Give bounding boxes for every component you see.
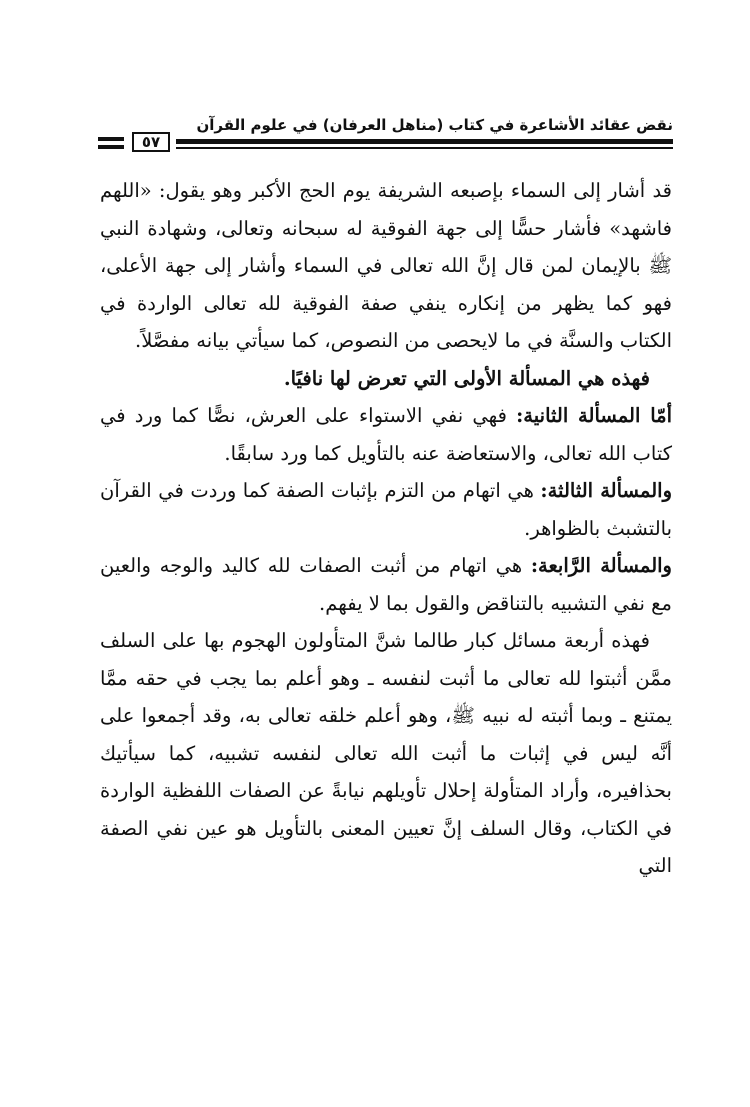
page-number-ornament-top bbox=[98, 137, 124, 141]
paragraph-3 bbox=[100, 397, 672, 472]
header-rule-thin bbox=[176, 147, 673, 149]
issue-4-label: والمسألة الرَّابعة: bbox=[530, 554, 672, 577]
paragraph-1: قد أشار إلى السماء بإصبعه الشريفة يوم الحج الأكبر وهو يقول: «اللهم فاشهد» فأشار حسًّا إلى جهة الفوقية له سبحانه وتعالى، وشهادة النبي ﷺ بالإيمان لمن قال إنَّ الله تعالى في السماء وأشار إلى جهة الأعلى، فهو كما يظهر من إنكاره ينفي صفة الفوقية لله تعالى الواردة في الكتاب والسنَّة في ما لايحصى من النصوص، كما سيأتي بيانه مفصَّلاً. bbox=[100, 179, 672, 352]
running-title: نقض عقائد الأشاعرة في كتاب (مناهل العرفان) في علوم القرآن bbox=[196, 116, 673, 134]
paragraph-6: فهذه أربعة مسائل كبار طالما شنَّ المتأولون الهجوم بها على السلف ممَّن أثبتوا لله تعالى ما أثبت لنفسه ـ وهو أعلم بما يجب في حقه ممَّا يمتنع ـ وبما أثبته له نبيه ﷺ، وهو أعلم خلقه تعالى به، وقد أجمعوا على أنَّه ليس في إثبات ما أثبت الله تعالى لنفسه تشبيه، كما سيأتيك بحذافيره، وأراد المتأولة إحلال تأويلهم نيابةً عن الصفات اللفظية الواردة في الكتاب، وقال السلف إنَّ تعيين المعنى بالتأويل هو عين نفي الصفة التي bbox=[100, 629, 672, 877]
issue-3-text: هي اتهام من التزم بإثبات الصفة كما وردت في القرآن بالتشبث بالظواهر. bbox=[100, 479, 672, 540]
issue-3-label: والمسألة الثالثة: bbox=[540, 479, 672, 502]
paragraph-2-bold: فهذه هي المسألة الأولى التي تعرض لها نافيًا. bbox=[283, 366, 650, 390]
issue-2-label: أمّا المسألة الثانية: bbox=[516, 404, 672, 427]
issue-2-text: فهي نفي الاستواء على العرش، نصًّا كما ورد في كتاب الله تعالى، والاستعاضة عنه بالتأويل كما ورد سابقًا. bbox=[100, 404, 672, 465]
body-text bbox=[100, 172, 672, 885]
page-header bbox=[98, 116, 673, 156]
issue-4-text: هي اتهام من أثبت الصفات لله كاليد والوجه والعين مع نفي التشبيه بالتناقض والقول بما لا يفهم. bbox=[100, 554, 672, 615]
paragraph-2 bbox=[100, 360, 672, 398]
paragraph-4 bbox=[100, 472, 672, 547]
page-number: ٥٧ bbox=[132, 132, 170, 152]
header-rule-thick bbox=[176, 139, 673, 144]
page-number-ornament-bottom bbox=[98, 145, 124, 149]
paragraph-5 bbox=[100, 547, 672, 622]
